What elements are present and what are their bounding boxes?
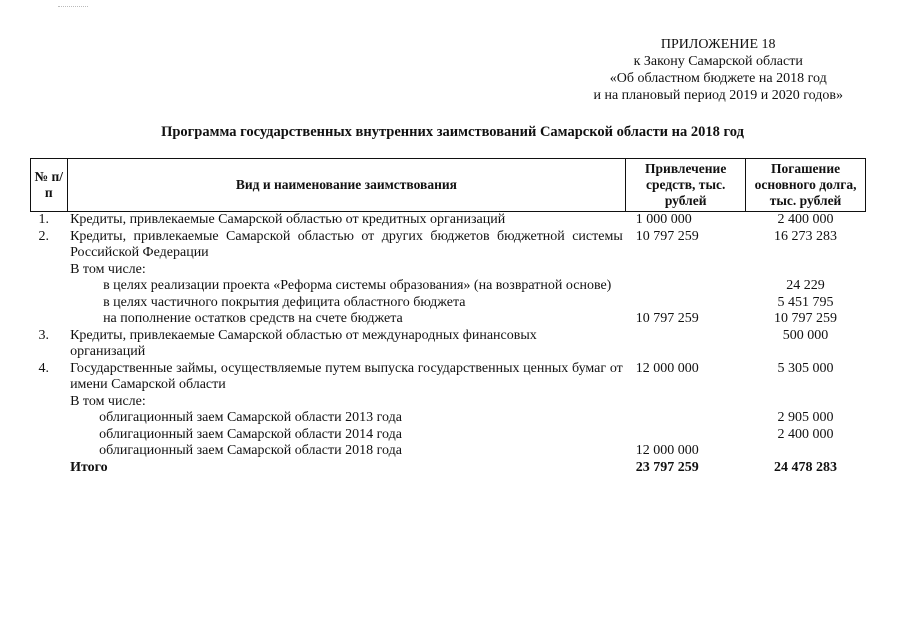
row-repayment: 24 229	[786, 278, 825, 293]
row-num: 1.	[38, 212, 49, 227]
document-title: Программа государственных внутренних заимствований Самарской области на 2018 год	[161, 124, 744, 140]
row-num: 4.	[38, 360, 49, 376]
row-num	[31, 427, 68, 444]
header-num: № п/п	[31, 159, 68, 212]
row-num	[31, 443, 68, 460]
header-income: Привлечение средств, тыс. рублей	[626, 159, 746, 212]
row-repayment: 2 905 000	[777, 410, 834, 425]
total-row	[31, 460, 866, 477]
table-row	[31, 443, 866, 460]
header-repayment: Погашение основного долга, тыс. рублей	[746, 159, 866, 212]
row-income	[626, 410, 746, 427]
law-reference: к Закону Самарской области	[633, 54, 803, 69]
table-row	[31, 311, 866, 328]
row-repayment: 5 451 795	[777, 294, 834, 310]
row-income	[626, 262, 746, 279]
table-row	[31, 262, 866, 279]
row-income: 10 797 259	[635, 228, 699, 244]
table-row	[31, 361, 866, 394]
row-repayment: 16 273 283	[774, 228, 838, 244]
table-row	[31, 427, 866, 444]
law-title-line2: и на плановый период 2019 и 2020 годов»	[593, 88, 843, 103]
total-repayment: 24 478 283	[774, 459, 838, 475]
table-row	[31, 278, 866, 295]
row-num	[31, 295, 68, 312]
row-income	[626, 427, 746, 444]
table-row	[31, 229, 866, 262]
row-name: Кредиты, привлекаемые Самарской областью от кредитных организаций	[70, 212, 506, 227]
row-income	[626, 394, 746, 411]
row-num	[31, 278, 68, 295]
table-row	[31, 212, 866, 229]
row-income: 1 000 000	[635, 212, 692, 227]
row-name: Кредиты, привлекаемые Самарской областью от международных финансовых организаций	[70, 327, 537, 359]
scan-artifact	[58, 6, 88, 8]
row-income	[626, 278, 746, 295]
row-repayment	[746, 262, 866, 279]
row-name: в целях частичного покрытия дефицита областного бюджета	[103, 294, 466, 310]
row-num	[31, 262, 68, 279]
table-row	[31, 410, 866, 427]
row-income: 12 000 000	[635, 360, 699, 376]
row-income: 10 797 259	[635, 311, 699, 326]
row-income	[626, 328, 746, 361]
row-income: 12 000 000	[635, 443, 699, 458]
total-label: Итого	[70, 459, 108, 475]
row-repayment: 2 400 000	[777, 426, 834, 442]
row-name: В том числе:	[70, 393, 146, 409]
row-name: облигационный заем Самарской области 2013 года	[99, 410, 402, 425]
row-name: в целях реализации проекта «Реформа системы образования» (на возвратной основе)	[103, 278, 612, 293]
row-num	[31, 394, 68, 411]
row-income	[626, 295, 746, 312]
row-name: Государственные займы, осуществляемые путем выпуска государственных ценных бумаг от имени Самарской области	[70, 360, 623, 392]
row-name: В том числе:	[70, 261, 146, 277]
borrowing-program-table	[30, 158, 866, 476]
appendix-header	[593, 36, 843, 104]
row-repayment	[746, 394, 866, 411]
table-row	[31, 328, 866, 361]
row-repayment: 500 000	[782, 327, 829, 343]
row-repayment: 2 400 000	[777, 212, 834, 227]
row-num	[31, 311, 68, 328]
total-income: 23 797 259	[635, 459, 699, 475]
table-row	[31, 394, 866, 411]
row-repayment	[746, 443, 866, 460]
row-name: Кредиты, привлекаемые Самарской областью от других бюджетов бюджетной системы Российской Федерации	[70, 228, 623, 260]
law-title-line1: «Об областном бюджете на 2018 год	[609, 71, 827, 86]
row-num: 3.	[38, 327, 49, 343]
row-repayment: 5 305 000	[777, 360, 834, 376]
row-name: облигационный заем Самарской области 2018 года	[99, 443, 402, 458]
table-row	[31, 295, 866, 312]
header-name: Вид и наименование заимствования	[67, 159, 626, 212]
table-header-row	[31, 159, 866, 212]
row-repayment: 10 797 259	[774, 311, 838, 326]
row-num	[31, 410, 68, 427]
total-num	[31, 460, 68, 477]
appendix-number: ПРИЛОЖЕНИЕ 18	[660, 37, 776, 52]
row-name: облигационный заем Самарской области 2014 года	[99, 426, 402, 442]
row-name: на пополнение остатков средств на счете бюджета	[103, 311, 403, 326]
row-num: 2.	[38, 228, 49, 244]
